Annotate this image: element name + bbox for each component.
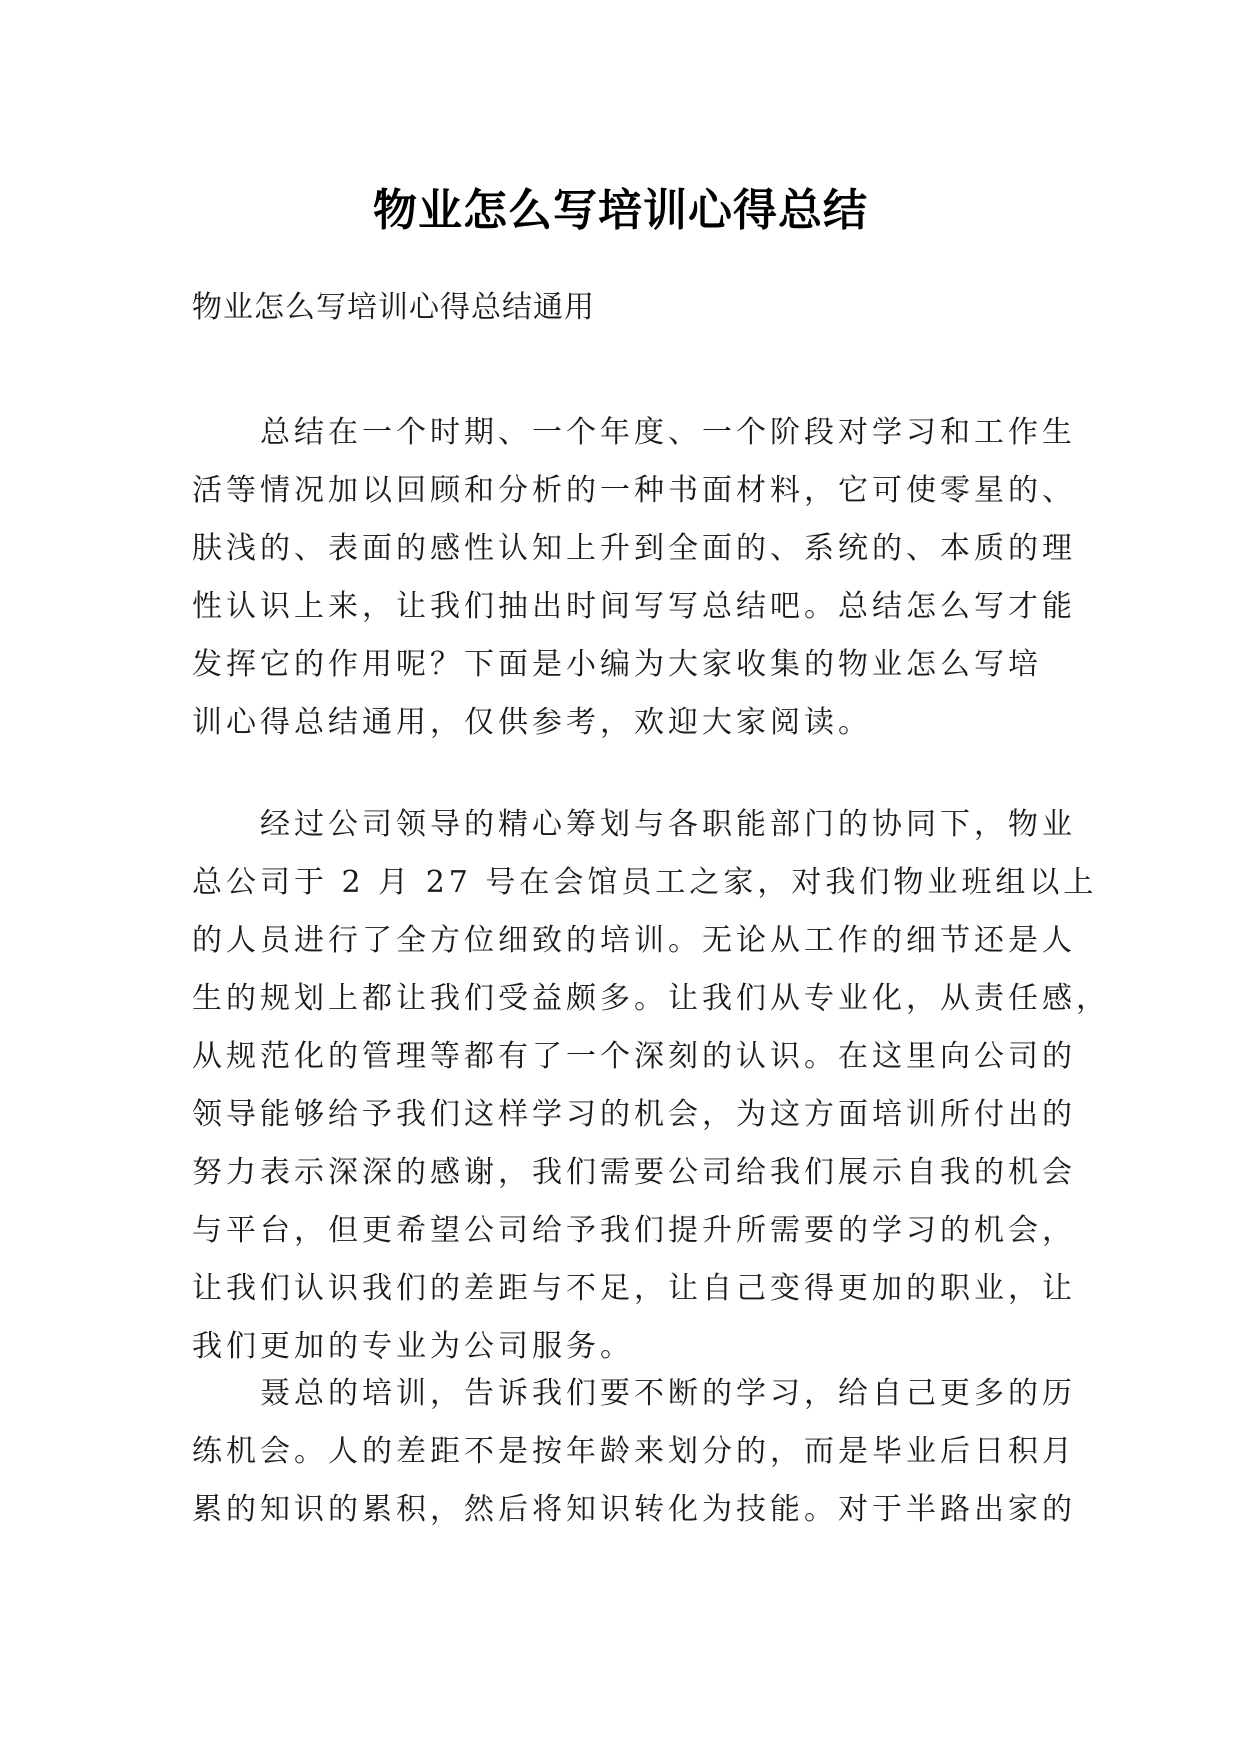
paragraph-line: 训心得总结通用，仅供参考，欢迎大家阅读。 xyxy=(192,705,872,740)
paragraph-line: 练机会。人的差距不是按年龄来划分的，而是毕业后日积月 xyxy=(192,1434,1076,1469)
paragraph-nie-training xyxy=(192,1365,1076,1539)
paragraph-line: 的人员进行了全方位细致的培训。无论从工作的细节还是人 xyxy=(192,923,1076,958)
paragraph-line: 累的知识的累积，然后将知识转化为技能。对于半路出家的 xyxy=(192,1492,1076,1527)
paragraph-line: 与平台，但更希望公司给予我们提升所需要的学习的机会， xyxy=(192,1213,1076,1248)
paragraph-line: 发挥它的作用呢？下面是小编为大家收集的物业怎么写培 xyxy=(192,647,1042,682)
paragraph-line: 从规范化的管理等都有了一个深刻的认识。在这里向公司的 xyxy=(192,1039,1076,1074)
document-title: 物业怎么写培训心得总结 xyxy=(373,185,868,237)
paragraph-training xyxy=(192,796,1110,1376)
paragraph-line: 让我们认识我们的差距与不足，让自己变得更加的职业，让 xyxy=(192,1271,1076,1306)
document-subtitle: 物业怎么写培训心得总结通用 xyxy=(192,290,595,325)
paragraph-line: 肤浅的、表面的感性认知上升到全面的、系统的、本质的理 xyxy=(192,531,1076,566)
paragraph-line: 总公司于 2 月 27 号在会馆员工之家，对我们物业班组以上 xyxy=(192,865,1098,900)
paragraph-line: 总结在一个时期、一个年度、一个阶段对学习和工作生 xyxy=(192,415,1076,450)
paragraph-line: 性认识上来，让我们抽出时间写写总结吧。总结怎么写才能 xyxy=(192,589,1076,624)
paragraph-line: 我们更加的专业为公司服务。 xyxy=(192,1329,634,1364)
paragraph-line: 聂总的培训，告诉我们要不断的学习，给自己更多的历 xyxy=(192,1376,1076,1411)
paragraph-line: 活等情况加以回顾和分析的一种书面材料，它可使零星的、 xyxy=(192,473,1076,508)
paragraph-line: 经过公司领导的精心筹划与各职能部门的协同下，物业 xyxy=(192,807,1076,842)
paragraph-line: 生的规划上都让我们受益颇多。让我们从专业化，从责任感， xyxy=(192,981,1110,1016)
paragraph-intro xyxy=(192,404,1076,752)
paragraph-line: 努力表示深深的感谢，我们需要公司给我们展示自我的机会 xyxy=(192,1155,1076,1190)
paragraph-line: 领导能够给予我们这样学习的机会，为这方面培训所付出的 xyxy=(192,1097,1076,1132)
